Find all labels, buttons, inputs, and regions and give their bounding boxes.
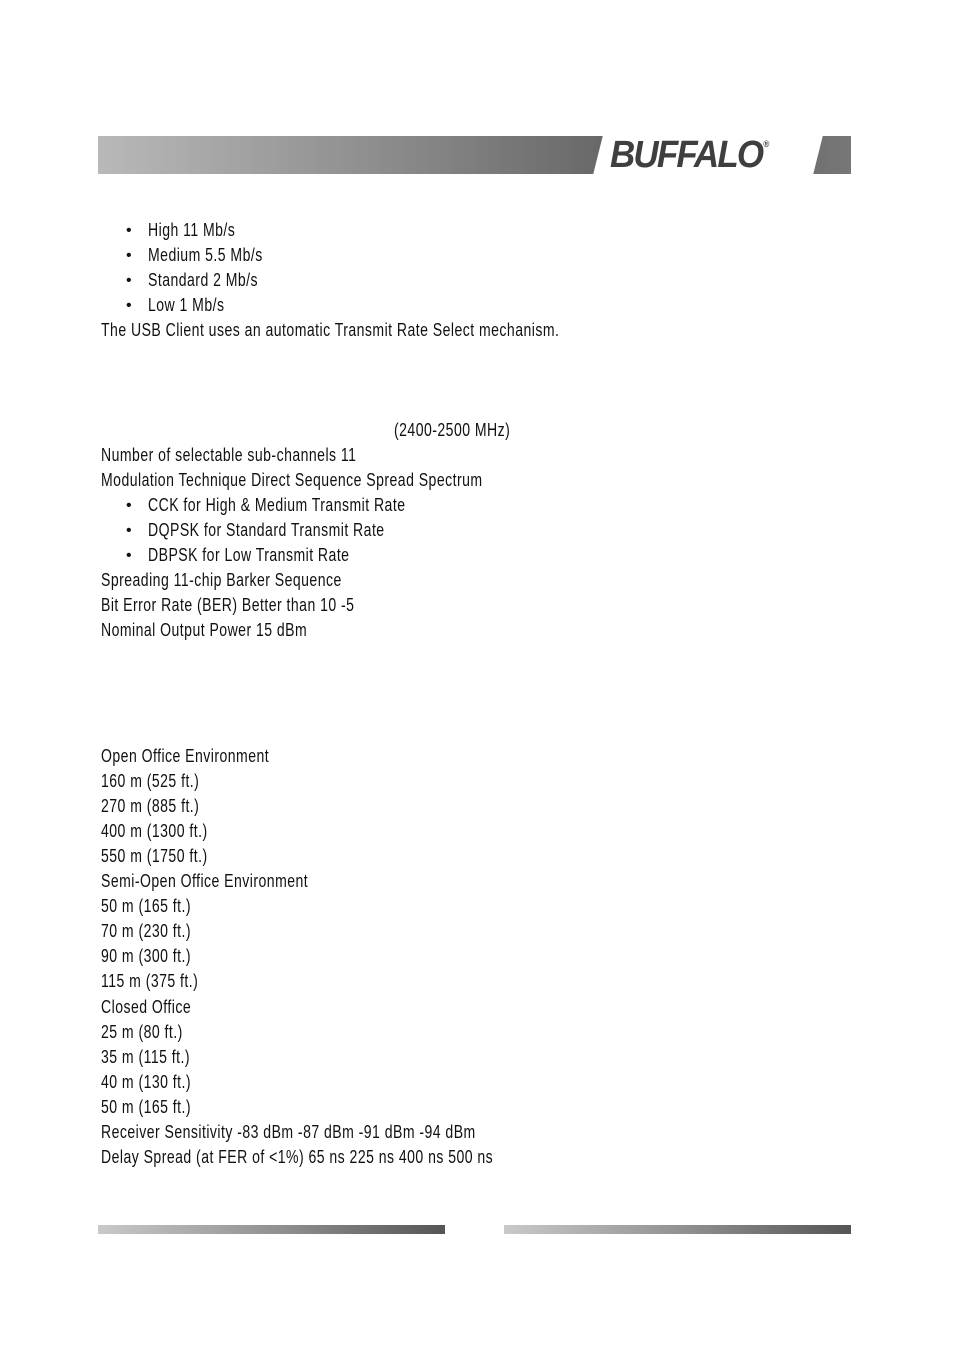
closed-office-label: Closed Office xyxy=(101,997,192,1017)
closed-office-range-low: 50 m (165 ft.) xyxy=(101,1097,192,1117)
open-office-range-high: 160 m (525 ft.) xyxy=(101,771,200,791)
frequency-range: (2400-2500 MHz) xyxy=(394,420,511,440)
spreading-spec: Spreading 11-chip Barker Sequence xyxy=(101,570,342,590)
rate-item-medium: Medium 5.5 Mb/s xyxy=(148,245,263,265)
bullet-icon: • xyxy=(126,297,132,314)
footer-bar-left xyxy=(98,1225,445,1234)
rate-item-standard: Standard 2 Mb/s xyxy=(148,270,259,290)
bullet-icon: • xyxy=(126,547,132,564)
buffalo-logo xyxy=(610,133,794,176)
semi-open-range-high: 50 m (165 ft.) xyxy=(101,896,192,916)
bullet-icon: • xyxy=(126,222,132,239)
closed-office-range-medium: 35 m (115 ft.) xyxy=(101,1047,191,1067)
output-power-spec: Nominal Output Power 15 dBm xyxy=(101,620,308,640)
bullet-icon: • xyxy=(126,247,132,264)
receiver-sensitivity-spec: Receiver Sensitivity -83 dBm -87 dBm -91 dBm -94 dBm xyxy=(101,1122,476,1142)
open-office-range-medium: 270 m (885 ft.) xyxy=(101,796,200,816)
modulation-item-cck: CCK for High & Medium Transmit Rate xyxy=(148,495,406,515)
ber-spec: Bit Error Rate (BER) Better than 10 -5 xyxy=(101,595,355,615)
footer-bar-right xyxy=(504,1225,851,1234)
rate-item-high: High 11 Mb/s xyxy=(148,220,236,240)
registered-mark: ® xyxy=(763,139,770,149)
open-office-label: Open Office Environment xyxy=(101,746,270,766)
semi-open-range-medium: 70 m (230 ft.) xyxy=(101,921,192,941)
logo-text: BUFFALO xyxy=(610,133,763,176)
subchannels-spec: Number of selectable sub-channels 11 xyxy=(101,445,357,465)
rate-item-low: Low 1 Mb/s xyxy=(148,295,225,315)
semi-open-range-low: 115 m (375 ft.) xyxy=(101,971,199,991)
modulation-item-dbpsk: DBPSK for Low Transmit Rate xyxy=(148,545,350,565)
open-office-range-low: 550 m (1750 ft.) xyxy=(101,846,208,866)
bullet-icon: • xyxy=(126,522,132,539)
semi-open-office-label: Semi-Open Office Environment xyxy=(101,871,309,891)
modulation-spec: Modulation Technique Direct Sequence Spread Spectrum xyxy=(101,470,483,490)
closed-office-range-standard: 40 m (130 ft.) xyxy=(101,1072,192,1092)
delay-spread-spec: Delay Spread (at FER of <1%) 65 ns 225 ns 400 ns 500 ns xyxy=(101,1147,494,1167)
modulation-item-dqpsk: DQPSK for Standard Transmit Rate xyxy=(148,520,385,540)
closed-office-range-high: 25 m (80 ft.) xyxy=(101,1022,183,1042)
rate-select-note: The USB Client uses an automatic Transmit Rate Select mechanism. xyxy=(101,320,560,340)
open-office-range-standard: 400 m (1300 ft.) xyxy=(101,821,208,841)
bullet-icon: • xyxy=(126,497,132,514)
bullet-icon: • xyxy=(126,272,132,289)
semi-open-range-standard: 90 m (300 ft.) xyxy=(101,946,192,966)
